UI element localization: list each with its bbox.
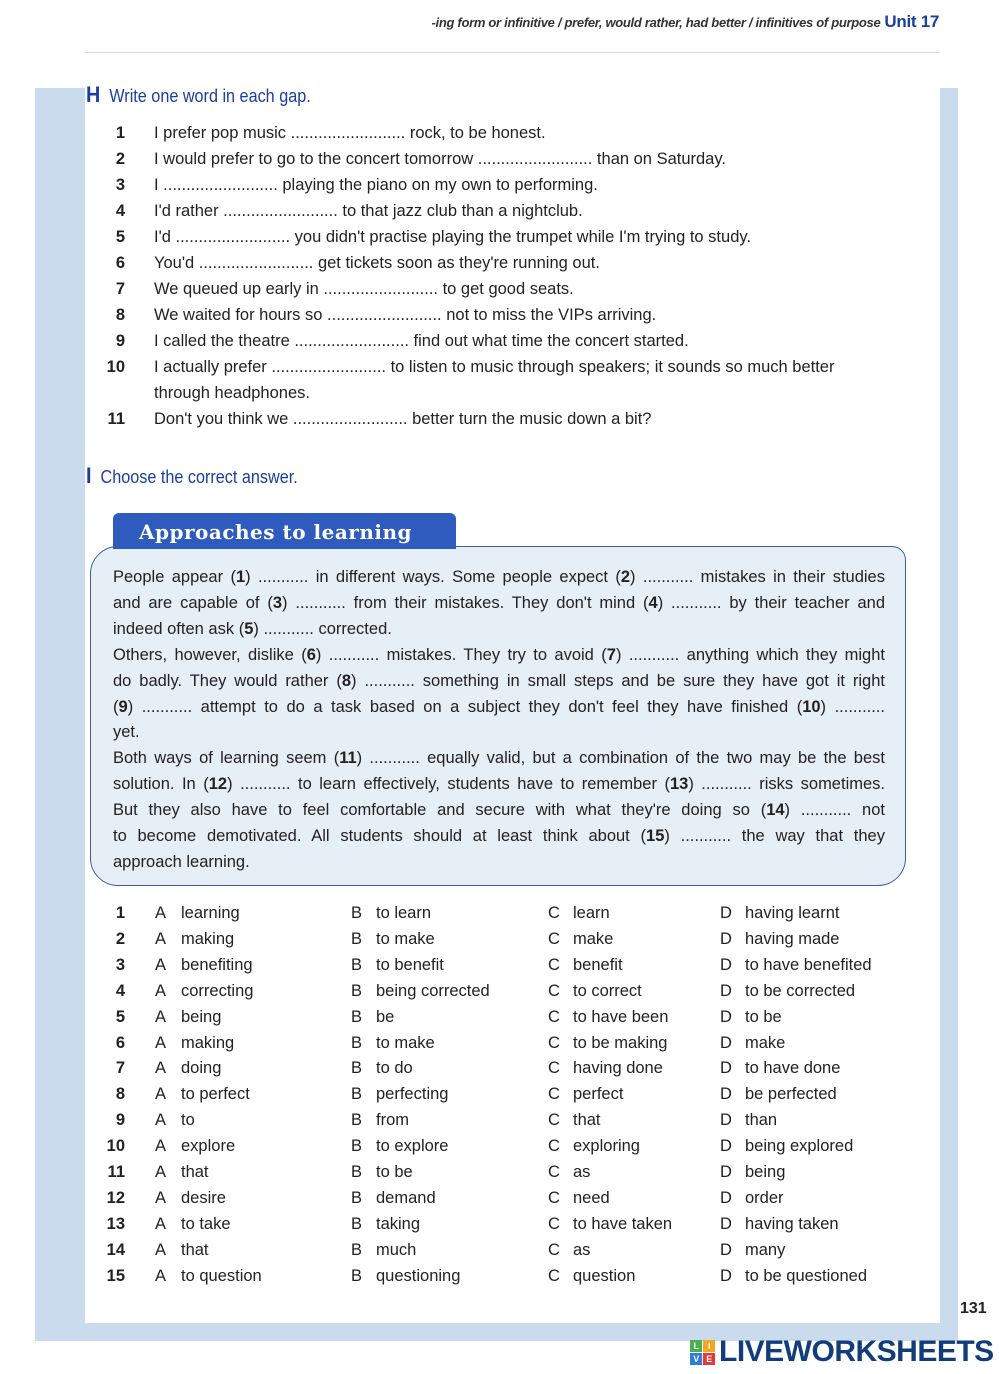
item-text: I called the theatre ......................... find out what time the concert started. bbox=[154, 332, 689, 350]
option-letter-a: A bbox=[155, 955, 167, 974]
question-number: 10 bbox=[106, 1137, 125, 1156]
option-letter-b: B bbox=[351, 1188, 363, 1207]
option-letter-d: D bbox=[720, 1266, 732, 1285]
option-letter-d: D bbox=[720, 1007, 732, 1026]
option-b[interactable]: to be bbox=[376, 1163, 413, 1181]
item-number: 9 bbox=[115, 332, 125, 350]
option-letter-a: A bbox=[155, 904, 167, 922]
option-d[interactable]: to have benefited bbox=[745, 955, 872, 974]
option-b[interactable]: to do bbox=[376, 1059, 413, 1078]
option-b[interactable]: be bbox=[376, 1007, 395, 1026]
passage-line: do badly. They would rather (8) ........... something in small steps and be sure they have got it right bbox=[113, 671, 885, 690]
item-text: I would prefer to go to the concert tomorrow ......................... than on Saturday. bbox=[154, 150, 726, 168]
passage-line: Both ways of learning seem (11) ........... equally valid, but a combination of the two may be the best bbox=[113, 749, 885, 768]
option-b[interactable]: perfecting bbox=[376, 1085, 449, 1104]
question-number: 5 bbox=[115, 1007, 125, 1026]
option-a[interactable]: desire bbox=[181, 1188, 226, 1207]
option-row bbox=[100, 1133, 900, 1159]
option-letter-a: A bbox=[155, 1214, 167, 1233]
option-letter-c: C bbox=[548, 1266, 560, 1285]
option-b[interactable]: to explore bbox=[376, 1137, 449, 1156]
item-number: 11 bbox=[107, 410, 125, 428]
question-number: 13 bbox=[106, 1214, 125, 1233]
option-letter-d: D bbox=[720, 981, 732, 1000]
option-letter-b: B bbox=[351, 1059, 363, 1078]
option-d[interactable]: order bbox=[745, 1188, 784, 1207]
option-b[interactable]: demand bbox=[376, 1188, 436, 1207]
passage-line: and are capable of (3) ........... from their mistakes. They don't mind (4) ........... by their teacher and bbox=[113, 593, 885, 612]
option-row bbox=[100, 900, 900, 926]
option-letter-d: D bbox=[720, 1137, 732, 1156]
option-c[interactable]: to be making bbox=[573, 1033, 668, 1052]
option-row bbox=[100, 1055, 900, 1081]
question-number: 2 bbox=[115, 929, 125, 948]
question-number: 11 bbox=[107, 1163, 125, 1181]
passage-box bbox=[90, 546, 906, 886]
option-letter-a: A bbox=[155, 1163, 167, 1181]
option-letter-b: B bbox=[351, 904, 363, 922]
option-row bbox=[100, 978, 900, 1004]
option-c[interactable]: question bbox=[573, 1266, 636, 1285]
item-number: 2 bbox=[115, 150, 125, 168]
option-letter-d: D bbox=[720, 929, 732, 948]
option-letter-d: D bbox=[720, 1240, 732, 1259]
option-row bbox=[100, 1263, 900, 1289]
option-a[interactable]: to bbox=[181, 1111, 195, 1130]
option-a[interactable]: making bbox=[181, 1033, 235, 1052]
option-d[interactable]: to be questioned bbox=[745, 1266, 868, 1285]
item-text: I prefer pop music ......................... rock, to be honest. bbox=[154, 124, 546, 142]
option-letter-c: C bbox=[548, 1163, 560, 1181]
item-text: I ......................... playing the piano on my own to performing. bbox=[154, 176, 598, 194]
section-instruction: Choose the correct answer. bbox=[100, 467, 298, 487]
option-c[interactable]: need bbox=[573, 1188, 610, 1207]
section-letter: I bbox=[86, 463, 92, 488]
option-letter-c: C bbox=[548, 1007, 560, 1026]
option-letter-c: C bbox=[548, 955, 560, 974]
option-letter-d: D bbox=[720, 1188, 732, 1207]
option-letter-d: D bbox=[720, 1033, 732, 1052]
question-number: 3 bbox=[115, 955, 125, 974]
option-letter-b: B bbox=[351, 1033, 363, 1052]
option-b[interactable]: to make bbox=[376, 929, 435, 948]
option-a[interactable]: explore bbox=[181, 1137, 236, 1156]
item-number: 5 bbox=[115, 228, 125, 246]
question-number: 8 bbox=[115, 1085, 125, 1104]
option-letter-c: C bbox=[548, 981, 560, 1000]
logo-letter: E bbox=[703, 1353, 715, 1365]
option-c[interactable]: that bbox=[573, 1111, 601, 1130]
item-number: 10 bbox=[106, 358, 125, 376]
option-row bbox=[100, 1185, 900, 1211]
option-row bbox=[100, 926, 900, 952]
passage-line: solution. In (12) ........... to learn effectively, students have to remember (13) ........... risks sometimes. bbox=[113, 775, 885, 794]
option-row bbox=[100, 1211, 900, 1237]
logo-icon bbox=[690, 1340, 715, 1365]
option-a[interactable]: correcting bbox=[181, 981, 254, 1000]
option-a[interactable]: being bbox=[181, 1007, 222, 1026]
question-number: 4 bbox=[115, 981, 125, 1000]
option-row bbox=[100, 952, 900, 978]
section-i-title bbox=[86, 463, 298, 489]
option-letter-c: C bbox=[548, 1214, 560, 1233]
passage-line: Others, however, dislike (6) ........... mistakes. They try to avoid (7) ........... anything which they might bbox=[113, 645, 885, 664]
question-number: 7 bbox=[115, 1059, 125, 1078]
unit-label: Unit 17 bbox=[884, 12, 939, 31]
item-number: 3 bbox=[115, 176, 125, 194]
section-instruction: Write one word in each gap. bbox=[109, 86, 311, 106]
option-c[interactable]: perfect bbox=[573, 1085, 624, 1104]
option-letter-a: A bbox=[155, 1111, 167, 1130]
question-number: 6 bbox=[115, 1033, 125, 1052]
option-d[interactable]: having made bbox=[745, 929, 840, 948]
option-letter-c: C bbox=[548, 1137, 560, 1156]
header-topic: -ing form or infinitive / prefer, would rather, had better / infinitives of purpose bbox=[431, 15, 881, 30]
question-number: 14 bbox=[106, 1240, 125, 1259]
passage-line: indeed often ask (5) ........... corrected. bbox=[113, 619, 392, 638]
option-letter-a: A bbox=[155, 1240, 167, 1259]
option-d[interactable]: than bbox=[745, 1111, 778, 1130]
option-b[interactable]: questioning bbox=[376, 1266, 461, 1285]
option-c[interactable]: exploring bbox=[573, 1137, 640, 1156]
option-letter-b: B bbox=[351, 1214, 363, 1233]
option-b[interactable]: to learn bbox=[376, 904, 432, 922]
option-letter-a: A bbox=[155, 1059, 167, 1078]
option-d[interactable]: to be corrected bbox=[745, 981, 856, 1000]
option-letter-b: B bbox=[351, 981, 363, 1000]
section-h-title bbox=[86, 82, 311, 108]
option-letter-d: D bbox=[720, 1214, 732, 1233]
option-a[interactable]: to question bbox=[181, 1266, 262, 1285]
passage-title: Approaches to learning bbox=[113, 513, 456, 549]
logo-letter: V bbox=[690, 1353, 702, 1365]
item-text: I'd ......................... you didn't practise playing the trumpet while I'm trying to study. bbox=[154, 228, 751, 246]
option-letter-d: D bbox=[720, 1085, 732, 1104]
option-letter-c: C bbox=[548, 929, 560, 948]
question-number: 9 bbox=[115, 1111, 125, 1130]
option-c[interactable]: as bbox=[573, 1163, 591, 1181]
question-number: 15 bbox=[106, 1266, 125, 1285]
passage-line: to become demotivated. All students should at least think about (15) ........... the way that they bbox=[113, 827, 885, 845]
option-d[interactable]: many bbox=[745, 1240, 786, 1259]
question-number: 1 bbox=[115, 904, 125, 922]
option-row bbox=[100, 1004, 900, 1030]
option-a[interactable]: benefiting bbox=[181, 955, 253, 974]
option-letter-a: A bbox=[155, 1007, 167, 1026]
item-number: 6 bbox=[115, 254, 125, 272]
option-b[interactable]: to benefit bbox=[376, 955, 444, 974]
option-letter-b: B bbox=[351, 929, 363, 948]
option-row bbox=[100, 1081, 900, 1107]
option-b[interactable]: from bbox=[376, 1111, 409, 1130]
option-letter-d: D bbox=[720, 904, 732, 922]
option-letter-d: D bbox=[720, 955, 732, 974]
option-b[interactable]: taking bbox=[376, 1214, 421, 1233]
option-letter-a: A bbox=[155, 1085, 167, 1104]
option-a[interactable]: making bbox=[181, 929, 235, 948]
option-c[interactable]: to correct bbox=[573, 981, 642, 1000]
option-a[interactable]: to perfect bbox=[181, 1085, 250, 1104]
passage-line: People appear (1) ........... in different ways. Some people expect (2) ........... mistakes in their studies bbox=[113, 568, 885, 586]
option-letter-d: D bbox=[720, 1059, 732, 1078]
item-text: We waited for hours so ......................... not to miss the VIPs arriving. bbox=[154, 306, 657, 324]
option-letter-a: A bbox=[155, 1266, 167, 1285]
option-row bbox=[100, 1159, 900, 1185]
option-letter-a: A bbox=[155, 929, 167, 948]
option-a[interactable]: doing bbox=[181, 1059, 222, 1078]
option-letter-b: B bbox=[351, 1163, 363, 1181]
passage-line: But they also have to feel comfortable and secure with what they're doing so (14) ........... not bbox=[113, 801, 885, 820]
option-row bbox=[100, 1030, 900, 1056]
option-letter-c: C bbox=[548, 1188, 560, 1207]
option-letter-c: C bbox=[548, 1240, 560, 1259]
option-letter-d: D bbox=[720, 1163, 732, 1181]
option-letter-a: A bbox=[155, 1137, 167, 1156]
option-c[interactable]: to have taken bbox=[573, 1214, 673, 1233]
option-letter-b: B bbox=[351, 1111, 363, 1130]
option-row bbox=[100, 1107, 900, 1133]
option-letter-a: A bbox=[155, 1033, 167, 1052]
option-b[interactable]: being corrected bbox=[376, 981, 490, 1000]
option-letter-c: C bbox=[548, 904, 560, 922]
option-letter-c: C bbox=[548, 1111, 560, 1130]
option-d[interactable]: be perfected bbox=[745, 1085, 837, 1104]
option-d[interactable]: being bbox=[745, 1163, 786, 1181]
option-d[interactable]: to be bbox=[745, 1007, 782, 1026]
option-c[interactable]: make bbox=[573, 929, 614, 948]
option-c[interactable]: having done bbox=[573, 1059, 663, 1078]
item-text: I'd rather ......................... to that jazz club than a nightclub. bbox=[154, 202, 583, 220]
option-d[interactable]: make bbox=[745, 1033, 786, 1052]
item-number: 8 bbox=[115, 306, 125, 324]
item-number: 7 bbox=[115, 280, 125, 298]
item-number: 4 bbox=[115, 202, 125, 220]
option-c[interactable]: benefit bbox=[573, 955, 623, 974]
passage-line: (9) ........... attempt to do a task based on a subject they don't feel they have finished (10) ........... bbox=[113, 697, 885, 716]
option-a[interactable]: that bbox=[181, 1240, 209, 1259]
item-text: Don't you think we ......................... better turn the music down a bit? bbox=[154, 410, 652, 428]
item-number: 1 bbox=[115, 124, 125, 142]
option-d[interactable]: being explored bbox=[745, 1137, 854, 1156]
option-d[interactable]: having taken bbox=[745, 1214, 839, 1233]
option-a[interactable]: to take bbox=[181, 1214, 231, 1233]
option-letter-c: C bbox=[548, 1059, 560, 1078]
option-a[interactable]: that bbox=[181, 1163, 209, 1181]
option-letter-c: C bbox=[548, 1085, 560, 1104]
passage-line: approach learning. bbox=[113, 852, 250, 871]
running-header bbox=[431, 12, 939, 32]
item-text: We queued up early in ......................... to get good seats. bbox=[154, 280, 574, 298]
passage-line: yet. bbox=[113, 723, 140, 742]
page-number: 131 bbox=[960, 1300, 987, 1317]
item-text: You'd ......................... get tickets soon as they're running out. bbox=[154, 254, 600, 272]
option-letter-b: B bbox=[351, 1266, 363, 1285]
option-letter-d: D bbox=[720, 1111, 732, 1130]
option-c[interactable]: learn bbox=[573, 904, 610, 922]
option-letter-a: A bbox=[155, 1188, 167, 1207]
question-number: 12 bbox=[106, 1188, 125, 1207]
option-row bbox=[100, 1237, 900, 1263]
option-letter-a: A bbox=[155, 981, 167, 1000]
item-text: I actually prefer ......................... to listen to music through speakers; it sounds so much better through headphones. bbox=[154, 358, 835, 402]
option-c[interactable]: as bbox=[573, 1240, 591, 1259]
option-b[interactable]: much bbox=[376, 1240, 417, 1259]
option-d[interactable]: having learnt bbox=[745, 904, 840, 922]
option-letter-b: B bbox=[351, 1085, 363, 1104]
liveworksheets-logo bbox=[690, 1335, 994, 1369]
logo-letter: L bbox=[690, 1340, 702, 1352]
option-letter-b: B bbox=[351, 1240, 363, 1259]
option-letter-c: C bbox=[548, 1033, 560, 1052]
brand-name: LIVEWORKSHEETS bbox=[719, 1335, 994, 1368]
logo-letter: I bbox=[703, 1340, 715, 1352]
option-d[interactable]: to have done bbox=[745, 1059, 841, 1078]
option-letter-b: B bbox=[351, 955, 363, 974]
option-a[interactable]: learning bbox=[181, 904, 240, 922]
option-letter-b: B bbox=[351, 1137, 363, 1156]
option-c[interactable]: to have been bbox=[573, 1007, 669, 1026]
section-letter: H bbox=[86, 82, 101, 107]
option-b[interactable]: to make bbox=[376, 1033, 435, 1052]
option-letter-b: B bbox=[351, 1007, 363, 1026]
